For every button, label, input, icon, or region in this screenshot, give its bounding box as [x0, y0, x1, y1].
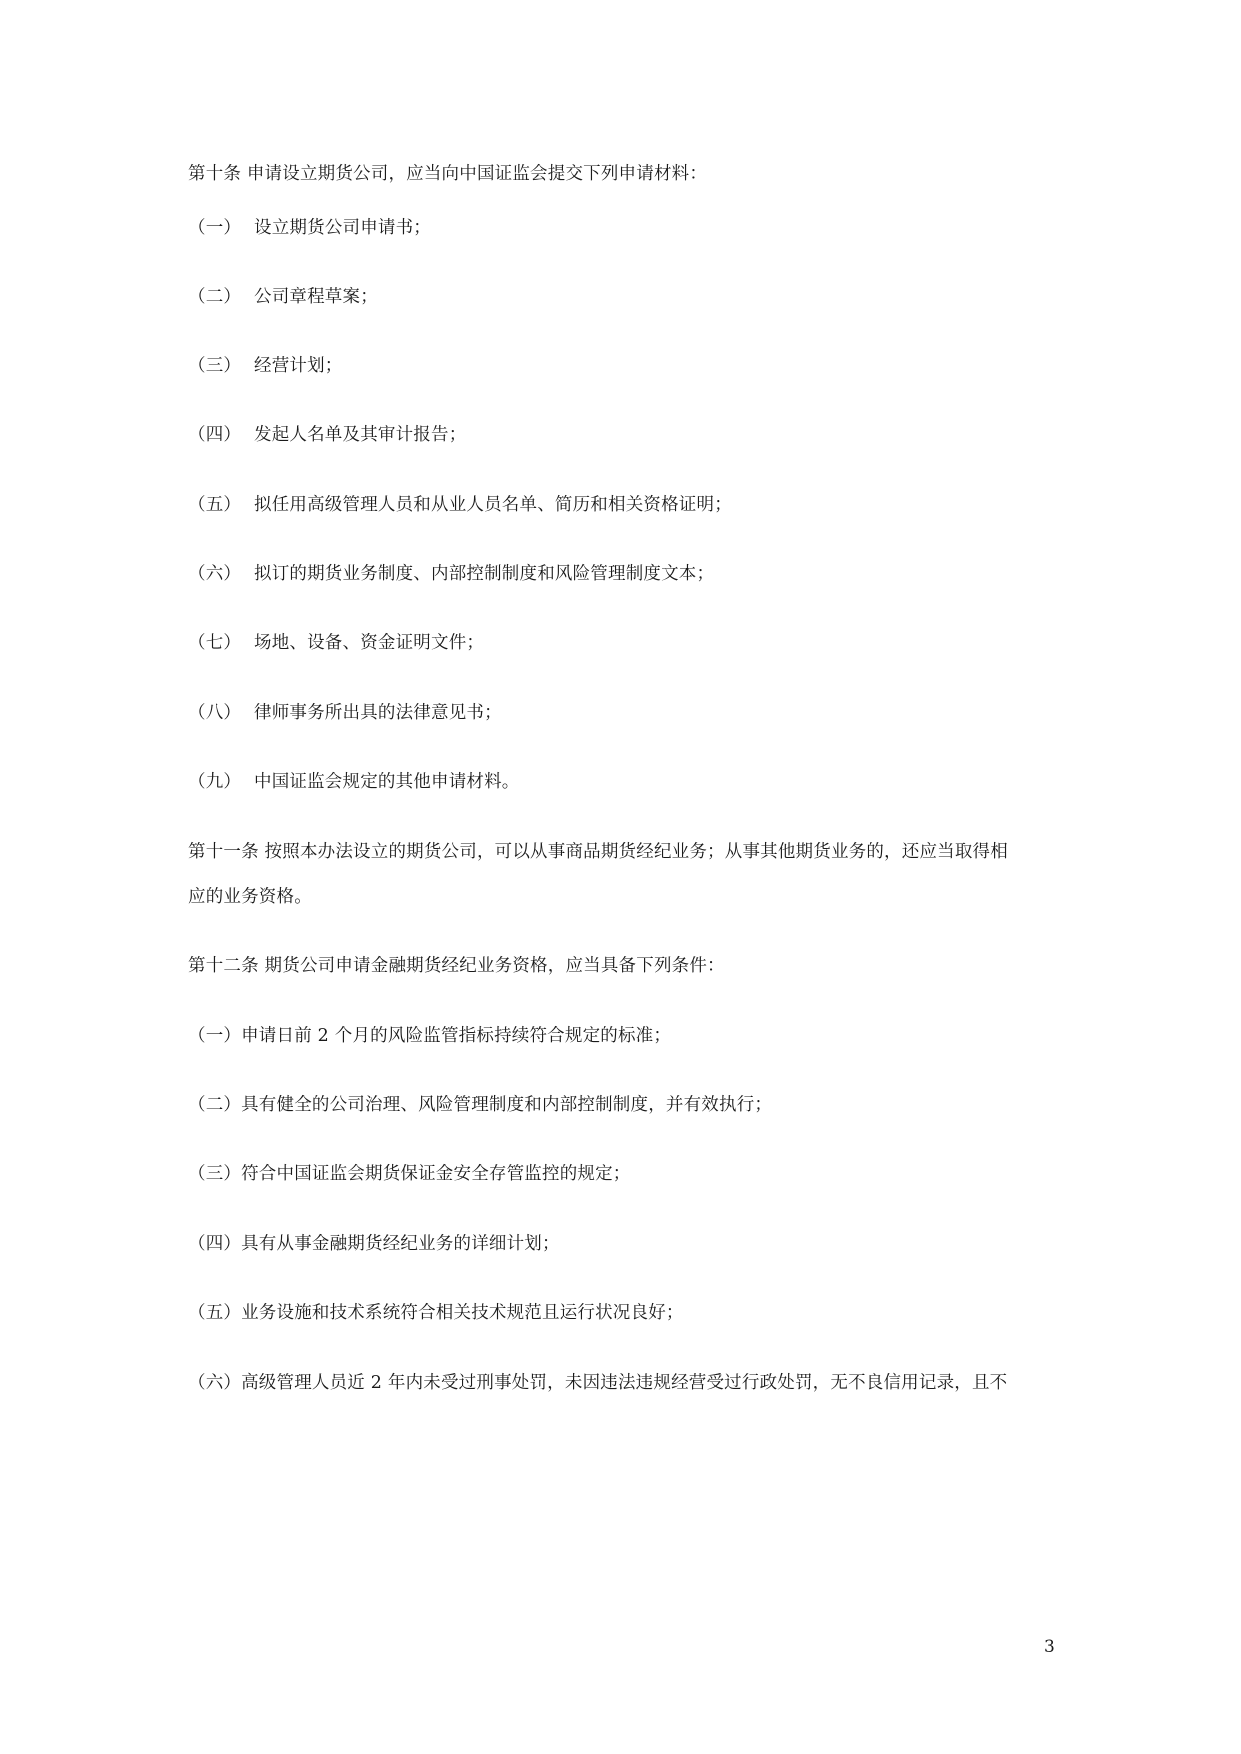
list-text: 拟订的期货业务制度、内部控制制度和风险管理制度文本；	[254, 564, 715, 584]
list-marker: （七）	[188, 633, 242, 653]
list-marker: （五）	[188, 495, 242, 515]
list-text: 场地、设备、资金证明文件；	[254, 633, 485, 653]
list-text: 符合中国证监会期货保证金安全存管监控的规定；	[241, 1164, 631, 1184]
list-item	[188, 562, 714, 586]
list-item	[188, 493, 732, 517]
list-marker: （九）	[188, 772, 242, 792]
list-text: 高级管理人员近 2 年内未受过刑事处罚，未因违法违规经营受过行政处罚，无不良信用记录，且不	[241, 1373, 1008, 1393]
list-item	[188, 1093, 772, 1117]
list-text: 经营计划；	[254, 356, 343, 376]
page-number: 3	[1044, 1637, 1055, 1657]
list-marker: （三）	[188, 356, 242, 376]
list-item	[188, 770, 520, 794]
list-marker: （五）	[188, 1303, 242, 1323]
list-marker: （六）	[188, 1373, 242, 1393]
list-marker: （一）	[188, 218, 242, 238]
article-12-heading: 第十二条 期货公司申请金融期货经纪业务资格，应当具备下列条件：	[188, 956, 725, 976]
article-11-line-1: 第十一条 按照本办法设立的期货公司，可以从事商品期货经纪业务；从事其他期货业务的，还应当取得相	[188, 842, 1008, 862]
list-marker: （四）	[188, 425, 242, 445]
list-text: 发起人名单及其审计报告；	[254, 425, 467, 445]
list-marker: （八）	[188, 703, 242, 723]
list-item	[188, 354, 343, 378]
article-10-heading: 第十条 申请设立期货公司，应当向中国证监会提交下列申请材料：	[188, 164, 708, 184]
list-text: 律师事务所出具的法律意见书；	[254, 703, 502, 723]
list-text: 业务设施和技术系统符合相关技术规范且运行状况良好；	[241, 1303, 684, 1323]
list-marker: （六）	[188, 564, 242, 584]
list-text: 中国证监会规定的其他申请材料。	[254, 772, 520, 792]
list-item	[188, 1232, 560, 1256]
list-text: 申请日前 2 个月的风险监管指标持续符合规定的标准；	[241, 1026, 672, 1046]
list-item	[188, 285, 378, 309]
list-marker: （四）	[188, 1234, 242, 1254]
list-text: 公司章程草案；	[254, 287, 378, 307]
list-marker: （二）	[188, 1095, 242, 1115]
list-item	[188, 701, 502, 725]
list-item	[188, 1024, 671, 1048]
list-text: 具有健全的公司治理、风险管理制度和内部控制制度，并有效执行；	[241, 1095, 773, 1115]
list-text: 拟任用高级管理人员和从业人员名单、简历和相关资格证明；	[254, 495, 732, 515]
list-text: 具有从事金融期货经纪业务的详细计划；	[241, 1234, 560, 1254]
list-marker: （二）	[188, 287, 242, 307]
article-11-line-2: 应的业务资格。	[188, 887, 312, 907]
list-item	[188, 1301, 684, 1325]
list-marker: （一）	[188, 1026, 242, 1046]
list-item	[188, 1371, 1007, 1395]
list-item	[188, 423, 466, 447]
list-item	[188, 1162, 631, 1186]
list-marker: （三）	[188, 1164, 242, 1184]
list-item	[188, 631, 484, 655]
list-text: 设立期货公司申请书；	[254, 218, 431, 238]
list-item	[188, 216, 431, 240]
